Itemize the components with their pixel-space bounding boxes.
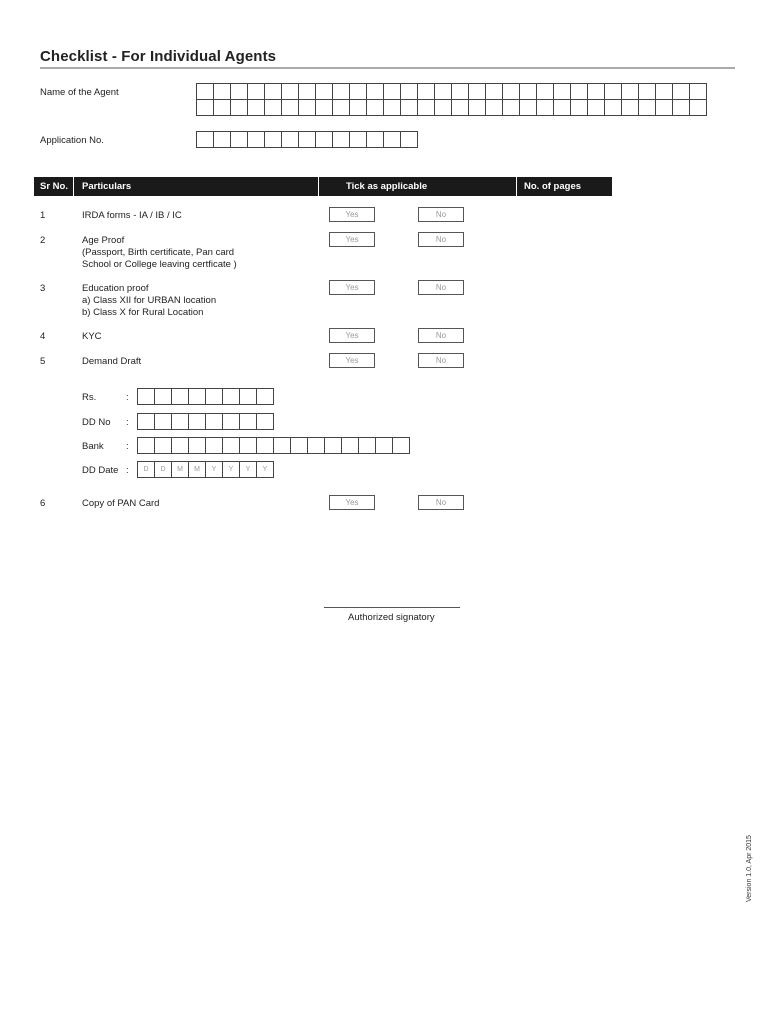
char-box[interactable] [205,437,223,454]
char-box[interactable] [171,388,189,405]
row-line: Education proof [82,283,149,294]
table-header [34,177,612,196]
row-number: 5 [40,356,46,367]
char-box[interactable] [264,83,282,100]
char-box[interactable] [137,437,155,454]
char-box[interactable] [417,99,435,116]
char-box[interactable] [273,437,291,454]
char-box[interactable] [366,99,384,116]
char-box[interactable] [621,99,639,116]
no-checkbox[interactable]: No [418,328,464,343]
char-box[interactable] [400,83,418,100]
char-box[interactable] [553,83,571,100]
char-box[interactable] [196,99,214,116]
char-box[interactable] [222,413,240,430]
char-box[interactable] [332,83,350,100]
row-line: Demand Draft [82,356,142,367]
char-box[interactable] [298,99,316,116]
char-box[interactable] [307,437,325,454]
char-box[interactable] [655,83,673,100]
char-box[interactable] [570,83,588,100]
char-box[interactable] [281,131,299,148]
char-box[interactable] [154,437,172,454]
char-box[interactable] [188,413,206,430]
row-particulars [82,235,237,271]
agent-name-label: Name of the Agent [40,87,119,98]
header-tick: Tick as applicable [346,181,428,192]
char-box[interactable] [434,99,452,116]
char-box[interactable] [451,99,469,116]
date-cell[interactable]: D [154,461,172,478]
char-box[interactable] [137,413,155,430]
date-cell[interactable]: Y [205,461,223,478]
yes-checkbox[interactable]: Yes [329,232,375,247]
char-box[interactable] [230,83,248,100]
dd-no-label: DD No [82,417,111,428]
row-line: (Passport, Birth certificate, Pan card [82,247,235,258]
char-box[interactable] [213,99,231,116]
char-box[interactable] [256,388,274,405]
title-divider [40,67,735,69]
colon: : [126,465,129,476]
char-box[interactable] [604,99,622,116]
yes-checkbox[interactable]: Yes [329,495,375,510]
char-box[interactable] [358,437,376,454]
char-box[interactable] [366,131,384,148]
char-box[interactable] [536,99,554,116]
char-box[interactable] [451,83,469,100]
char-box[interactable] [502,99,520,116]
colon: : [126,392,129,403]
header-sr-no: Sr No. [40,181,68,192]
char-box[interactable] [587,99,605,116]
char-box[interactable] [332,99,350,116]
no-checkbox[interactable]: No [418,495,464,510]
char-box[interactable] [154,388,172,405]
char-box[interactable] [222,437,240,454]
version-text: Version 1.0, Apr 2015 [746,835,753,902]
page-title: Checklist - For Individual Agents [40,48,277,65]
header-particulars: Particulars [82,181,132,192]
char-box[interactable] [519,83,537,100]
colon: : [126,441,129,452]
char-box[interactable] [324,437,342,454]
char-box[interactable] [672,83,690,100]
char-box[interactable] [519,99,537,116]
date-cell[interactable]: Y [239,461,257,478]
char-box[interactable] [536,83,554,100]
signature-line[interactable] [324,607,460,608]
header-pages: No. of pages [524,181,582,192]
application-no-field[interactable] [196,131,418,148]
application-no-label: Application No. [40,135,104,146]
char-box[interactable] [264,131,282,148]
dd-date-field[interactable] [137,461,274,478]
dd-rs-label: Rs. [82,392,97,403]
char-box[interactable] [315,131,333,148]
char-box[interactable] [383,99,401,116]
row-line: IRDA forms - IA / IB / IC [82,210,182,221]
dd-amount-field[interactable] [137,388,274,405]
char-box[interactable] [290,437,308,454]
char-box[interactable] [341,437,359,454]
char-box[interactable] [434,83,452,100]
signature-label: Authorized signatory [348,612,435,623]
row-number: 6 [40,498,46,509]
char-box[interactable] [332,131,350,148]
char-box[interactable] [213,83,231,100]
char-box[interactable] [239,413,257,430]
no-checkbox[interactable]: No [418,280,464,295]
colon: : [126,417,129,428]
char-box[interactable] [468,83,486,100]
no-checkbox[interactable]: No [418,207,464,222]
char-box[interactable] [621,83,639,100]
agent-name-row-1[interactable] [196,83,707,100]
char-box[interactable] [604,83,622,100]
char-box[interactable] [298,83,316,100]
char-box[interactable] [366,83,384,100]
row-line: KYC [82,331,102,342]
agent-name-row-2[interactable] [196,99,707,116]
char-box[interactable] [417,83,435,100]
char-box[interactable] [230,131,248,148]
row-line: Copy of PAN Card [82,498,160,509]
char-box[interactable] [137,388,155,405]
header-divider [73,177,74,196]
row-particulars [82,498,159,510]
char-box[interactable] [196,83,214,100]
char-box[interactable] [638,99,656,116]
char-box[interactable] [154,413,172,430]
char-box[interactable] [256,413,274,430]
dd-bank-field[interactable] [137,437,410,454]
yes-checkbox[interactable]: Yes [329,280,375,295]
row-number: 4 [40,331,46,342]
row-line: Age Proof [82,235,125,246]
char-box[interactable] [281,99,299,116]
char-box[interactable] [239,437,257,454]
char-box[interactable] [298,131,316,148]
date-cell[interactable]: M [188,461,206,478]
char-box[interactable] [188,388,206,405]
char-box[interactable] [205,388,223,405]
row-particulars [82,283,216,319]
header-divider [516,177,517,196]
char-box[interactable] [672,99,690,116]
char-box[interactable] [171,437,189,454]
char-box[interactable] [171,413,189,430]
char-box[interactable] [502,83,520,100]
no-checkbox[interactable]: No [418,232,464,247]
row-line: School or College leaving certficate ) [82,259,237,270]
char-box[interactable] [247,83,265,100]
char-box[interactable] [689,99,707,116]
row-particulars [82,356,141,368]
char-box[interactable] [485,83,503,100]
char-box[interactable] [247,131,265,148]
char-box[interactable] [383,131,401,148]
row-number: 3 [40,283,46,294]
char-box[interactable] [655,99,673,116]
char-box[interactable] [264,99,282,116]
char-box[interactable] [239,388,257,405]
char-box[interactable] [349,83,367,100]
char-box[interactable] [383,83,401,100]
char-box[interactable] [485,99,503,116]
dd-number-field[interactable] [137,413,274,430]
char-box[interactable] [205,413,223,430]
char-box[interactable] [468,99,486,116]
char-box[interactable] [400,99,418,116]
char-box[interactable] [570,99,588,116]
char-box[interactable] [196,131,214,148]
dd-date-label: DD Date [82,465,119,476]
header-divider [318,177,319,196]
char-box[interactable] [375,437,393,454]
row-particulars [82,331,102,343]
char-box[interactable] [587,83,605,100]
row-number: 1 [40,210,46,221]
row-line: a) Class XII for URBAN location [82,295,217,306]
yes-checkbox[interactable]: Yes [329,328,375,343]
row-number: 2 [40,235,46,246]
char-box[interactable] [315,83,333,100]
char-box[interactable] [188,437,206,454]
no-checkbox[interactable]: No [418,353,464,368]
char-box[interactable] [349,99,367,116]
date-cell[interactable]: Y [256,461,274,478]
char-box[interactable] [247,99,265,116]
char-box[interactable] [256,437,274,454]
date-cell[interactable]: Y [222,461,240,478]
char-box[interactable] [392,437,410,454]
char-box[interactable] [400,131,418,148]
row-particulars [82,210,182,222]
char-box[interactable] [638,83,656,100]
date-cell[interactable]: M [171,461,189,478]
char-box[interactable] [553,99,571,116]
yes-checkbox[interactable]: Yes [329,353,375,368]
row-line: b) Class X for Rural Location [82,307,204,318]
char-box[interactable] [213,131,231,148]
char-box[interactable] [315,99,333,116]
char-box[interactable] [222,388,240,405]
char-box[interactable] [349,131,367,148]
date-cell[interactable]: D [137,461,155,478]
char-box[interactable] [230,99,248,116]
char-box[interactable] [281,83,299,100]
yes-checkbox[interactable]: Yes [329,207,375,222]
dd-bank-label: Bank [82,441,104,452]
char-box[interactable] [689,83,707,100]
